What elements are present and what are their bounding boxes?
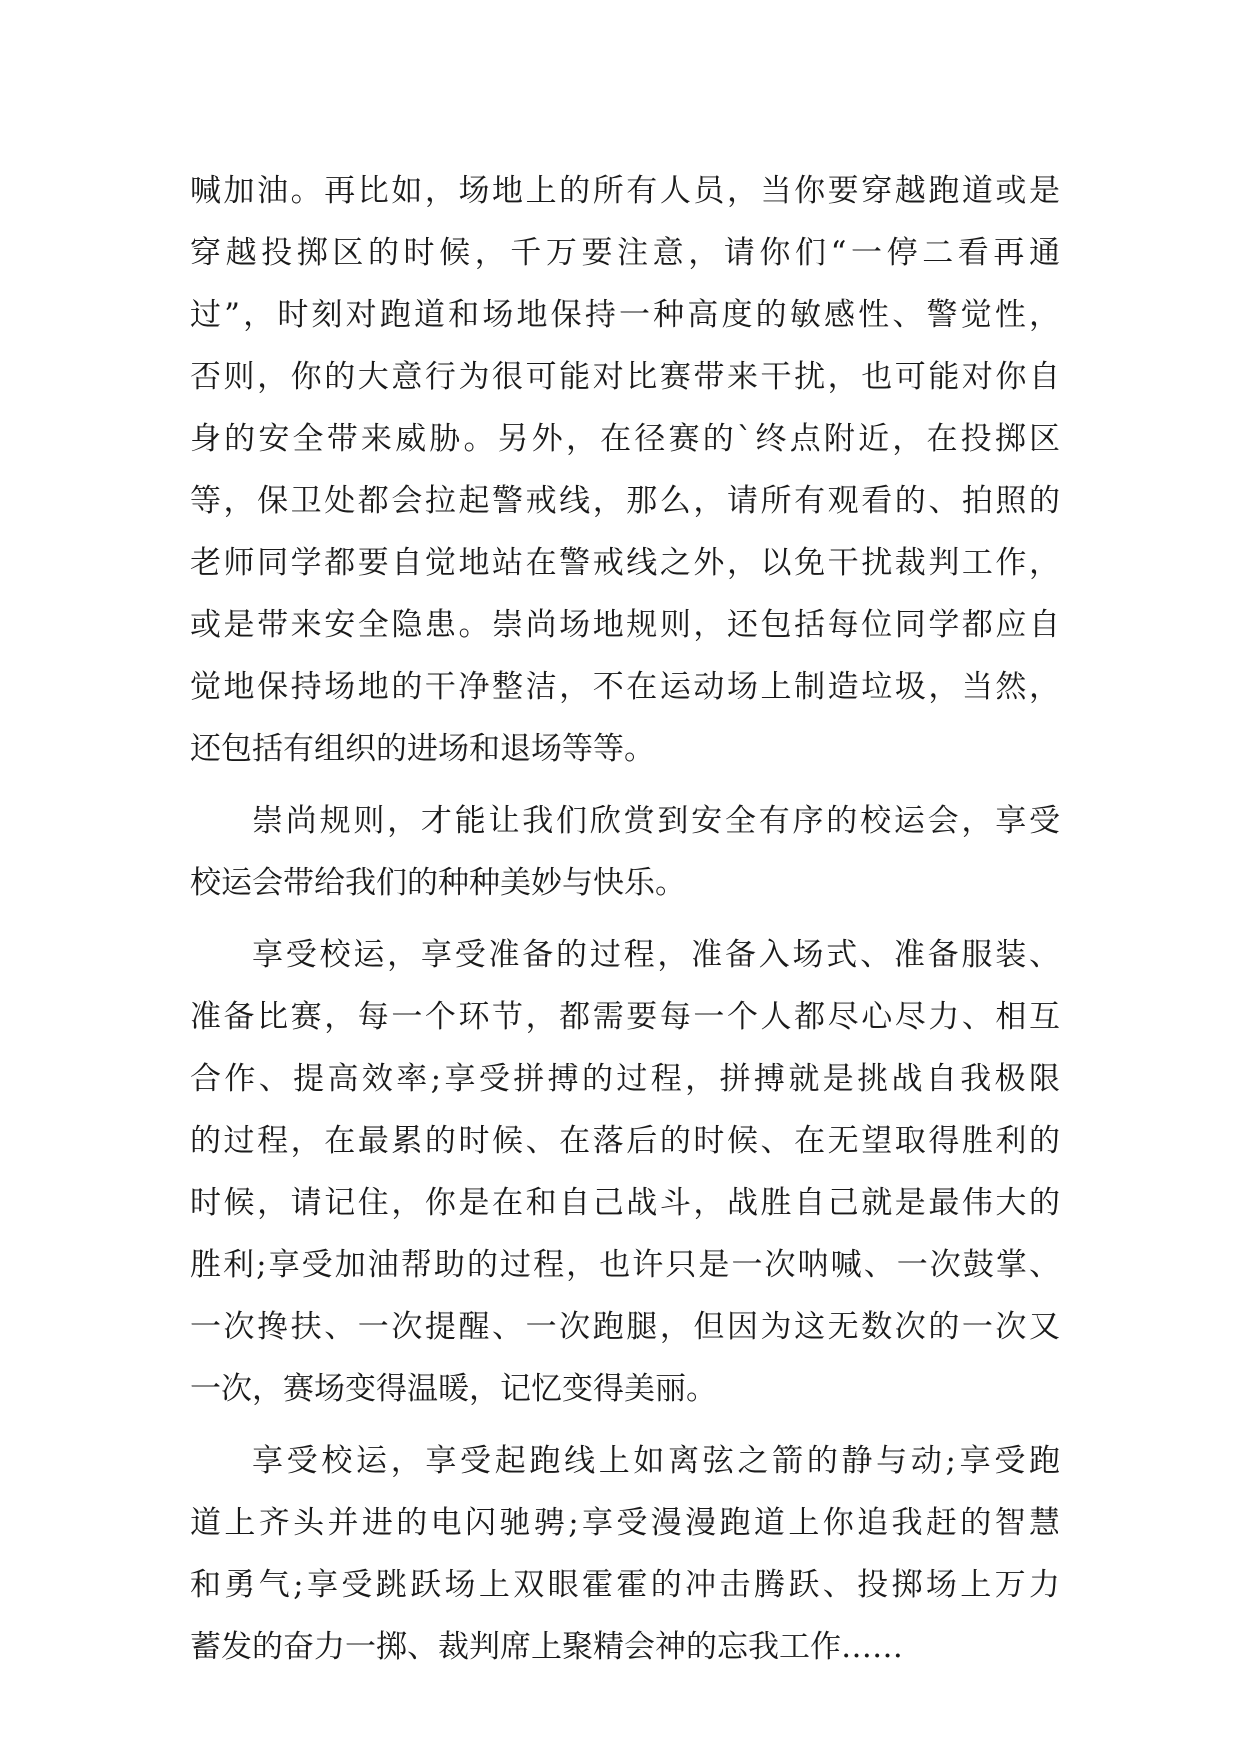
text-line: 穿越投掷区的时候，千万要注意，请你们“一停二看再通	[190, 235, 1060, 271]
text-line: 的过程，在最累的时候、在落后的时候、在无望取得胜利的	[190, 1123, 1060, 1159]
text-line: 崇尚规则，才能让我们欣赏到安全有序的校运会，享受	[252, 803, 1060, 839]
paragraph-2	[190, 790, 1060, 914]
paragraph-spacer	[190, 914, 1060, 924]
text-line: 喊加油。再比如，场地上的所有人员，当你要穿越跑道或是	[190, 173, 1060, 209]
text-line: 合作、提高效率;享受拼搏的过程，拼搏就是挑战自我极限	[190, 1061, 1060, 1097]
text-line: 否则，你的大意行为很可能对比赛带来干扰，也可能对你自	[190, 359, 1060, 395]
text-line: 一次搀扶、一次提醒、一次跑腿，但因为这无数次的一次又	[190, 1309, 1060, 1345]
text-line: 或是带来安全隐患。崇尚场地规则，还包括每位同学都应自	[190, 607, 1060, 643]
text-line: 胜利;享受加油帮助的过程，也许只是一次呐喊、一次鼓掌、	[190, 1247, 1060, 1283]
paragraph-spacer	[190, 1420, 1060, 1430]
paragraph-3	[190, 924, 1060, 1420]
document-body	[190, 160, 1060, 1678]
text-line: 准备比赛，每一个环节，都需要每一个人都尽心尽力、相互	[190, 999, 1060, 1035]
text-line: 等，保卫处都会拉起警戒线，那么，请所有观看的、拍照的	[190, 483, 1060, 519]
text-line: 享受校运，享受起跑线上如离弦之箭的静与动;享受跑	[252, 1443, 1060, 1479]
text-line: 觉地保持场地的干净整洁，不在运动场上制造垃圾，当然，	[190, 669, 1060, 705]
text-line: 和勇气;享受跳跃场上双眼霍霍的冲击腾跃、投掷场上万力	[190, 1567, 1060, 1603]
paragraph-spacer	[190, 780, 1060, 790]
paragraph-4	[190, 1430, 1060, 1678]
text-line: 还包括有组织的进场和退场等等。	[190, 731, 655, 767]
paragraph-1	[190, 160, 1060, 780]
text-line: 道上齐头并进的电闪驰骋;享受漫漫跑道上你追我赶的智慧	[190, 1505, 1060, 1541]
text-line: 时候，请记住，你是在和自己战斗，战胜自己就是最伟大的	[190, 1185, 1060, 1221]
text-line: 过”，时刻对跑道和场地保持一种高度的敏感性、警觉性，	[190, 297, 1060, 333]
text-line: 一次，赛场变得温暖，记忆变得美丽。	[190, 1371, 717, 1407]
text-line: 身的安全带来威胁。另外，在径赛的`终点附近，在投掷区	[190, 421, 1060, 457]
text-line: 老师同学都要自觉地站在警戒线之外，以免干扰裁判工作，	[190, 545, 1060, 581]
text-line: 蓄发的奋力一掷、裁判席上聚精会神的忘我工作……	[190, 1629, 903, 1665]
text-line: 享受校运，享受准备的过程，准备入场式、准备服装、	[252, 937, 1060, 973]
text-line: 校运会带给我们的种种美妙与快乐。	[190, 865, 686, 901]
